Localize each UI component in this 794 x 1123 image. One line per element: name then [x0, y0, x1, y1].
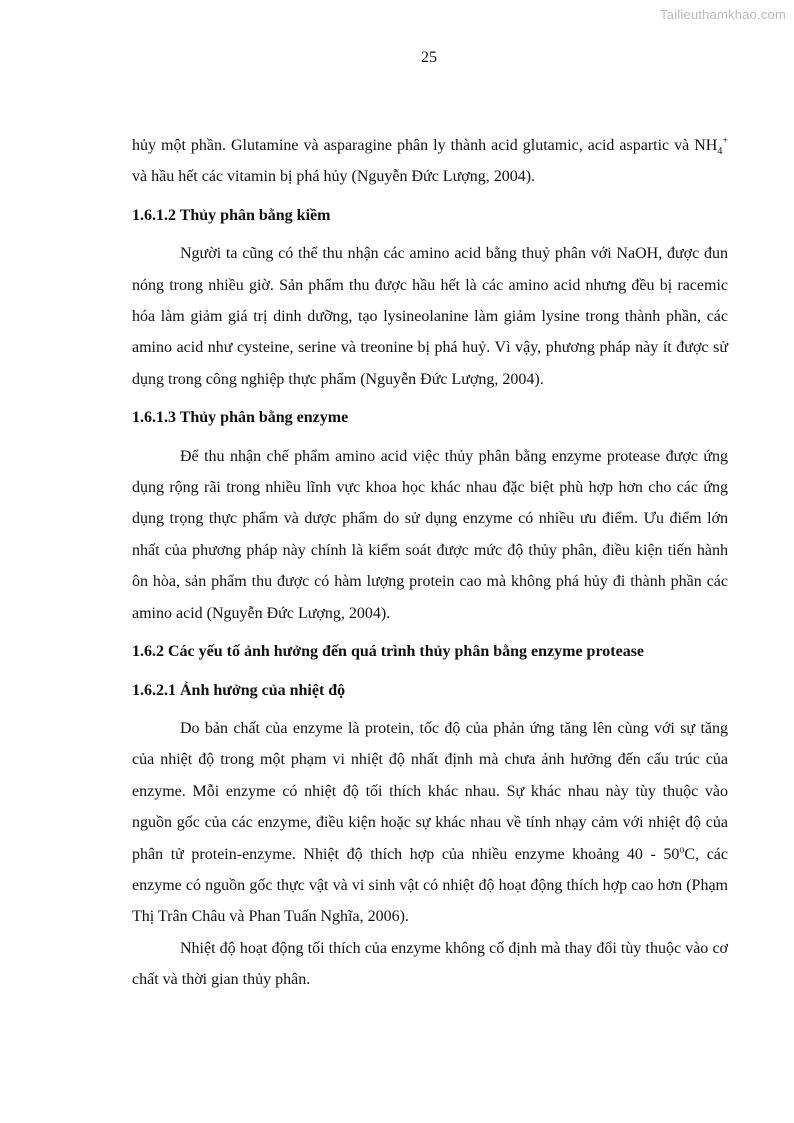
heading-1-6-1-2: 1.6.1.2 Thủy phân bằng kiềm [132, 206, 331, 224]
paragraph-text: C, các enzyme có nguồn gốc thực vật và vi sinh vật có nhiệt độ hoạt động thích hợp cao hơn (Phạm Thị Trân Châu và Phan Tuấn Nghĩa, 2006). [132, 845, 729, 926]
page-number: 25 [421, 49, 437, 66]
paragraph-text: hủy một phần. Glutamine và asparagine phân ly thành acid glutamic, acid aspartic và NH [132, 137, 718, 154]
heading-1-6-1-3: 1.6.1.3 Thủy phân bằng enzyme [132, 409, 349, 427]
paragraph-optimal-temperature: Nhiệt độ hoạt động tối thích của enzyme không cố định mà thay đổi tùy thuộc vào cơ chất và thời gian thủy phân. [132, 939, 728, 989]
paragraph-alkaline-hydrolysis: Người ta cũng có thể thu nhận các amino acid bằng thuỷ phân với NaOH, được đun nóng trong nhiều giờ. Sản phẩm thu được hầu hết là các amino acid nhưng đều bị racemic hóa làm giảm giá trị dinh dưỡng, tạo lysineolanine làm giảm lysine trong thành phần, các amino acid như cysteine, serine và treonine bị phá huỷ. Vì vậy, phương pháp này ít được sử dụng trong công nghiệp thực phẩm (Nguyễn Đức Lượng, 2004). [132, 245, 728, 388]
heading-1-6-2-1: 1.6.2.1 Ảnh hưởng của nhiệt độ [132, 681, 346, 699]
heading-1-6-2: 1.6.2 Các yếu tố ảnh hưởng đến quá trình thủy phân bằng enzyme protease [132, 643, 645, 661]
superscript-degree: o [679, 844, 685, 856]
paragraph-enzyme-hydrolysis: Để thu nhận chế phẩm amino acid việc thủy phân bằng enzyme protease được ứng dụng rộng rãi trong nhiều lĩnh vực khoa học khác nhau đặc biệt phù hợp hơn cho các ứng dụng trọng thực phẩm và dược phẩm do sử dụng enzyme có nhiều ưu điểm. Ưu điểm lớn nhất của phương pháp này chính là kiểm soát được mức độ thủy phân, điều kiện tiến hành ôn hòa, sản phẩm thu được có hàm lượng protein cao mà không phá hủy đi thành phần các amino acid (Nguyễn Đức Lượng, 2004). [132, 447, 728, 622]
watermark: Tailieuthamkhao.com [660, 7, 786, 22]
paragraph-continuation [132, 130, 728, 193]
subscript: 4 [717, 146, 723, 158]
paragraph-text: và hầu hết các vitamin bị phá hủy (Nguyễn Đức Lượng, 2004). [132, 168, 536, 186]
paragraph-text: Do bản chất của enzyme là protein, tốc độ của phản ứng tăng lên cùng với sự tăng của nhiệt độ trong một phạm vi nhiệt độ nhất định mà chưa ảnh hưởng đến cấu trúc của enzyme. Mỗi enzyme có nhiệt độ tối thích khác nhau. Sự khác nhau này tùy thuộc vào nguồn gốc của các enzyme, điều kiện hoặc sự khác nhau về tính nhạy cảm với nhiệt độ của phân tử protein-enzyme. Nhiệt độ thích hợp của nhiều enzyme khoảng 40 - 50 [132, 719, 728, 863]
superscript: + [722, 135, 728, 147]
page-body [132, 130, 728, 996]
paragraph-temperature-effect [132, 713, 728, 933]
